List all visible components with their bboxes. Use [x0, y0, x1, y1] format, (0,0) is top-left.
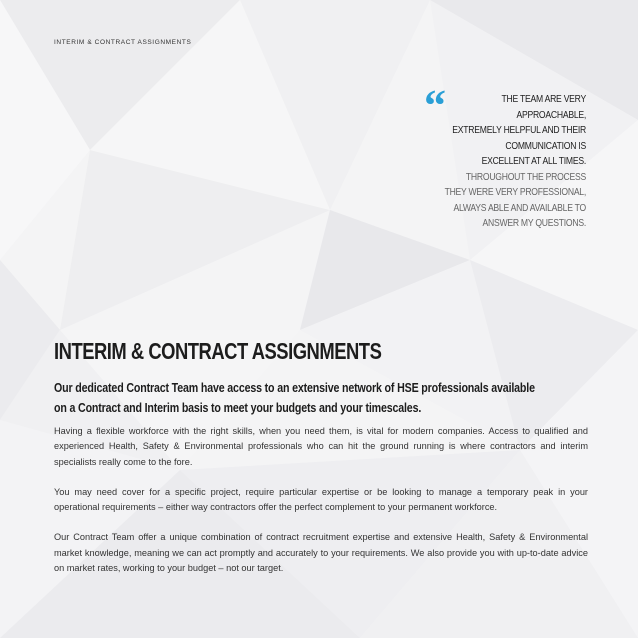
page-title: INTERIM & CONTRACT ASSIGNMENTS	[54, 338, 382, 364]
testimonial-quote	[386, 81, 586, 232]
main-content	[54, 336, 588, 576]
quote-mark-icon: “	[424, 81, 446, 130]
quote-line: THROUGHOUT THE PROCESS	[465, 170, 586, 183]
body-paragraph: Having a flexible workforce with the right skills, when you need them, is vital for modern companies. Access to qualified and experienced Health, Safety & Environmental professionals who can hit the ground running is where contractors and interim specialists really come to the fore.	[54, 426, 588, 467]
quote-line: EXCELLENT AT ALL TIMES.	[481, 155, 586, 167]
quote-line: COMMUNICATION IS	[505, 139, 586, 152]
body-paragraph: You may need cover for a specific project, require particular expertise or be looking to manage a temporary peak in your operational requirements – either way contractors offer the perfect complement to your permanent workforce.	[54, 486, 588, 513]
quote-line: ALWAYS ABLE AND AVAILABLE TO	[453, 201, 586, 214]
quote-strong-text	[386, 92, 586, 170]
quote-line: THE TEAM ARE VERY	[501, 93, 586, 105]
running-header: INTERIM & CONTRACT ASSIGNMENTS	[54, 39, 192, 46]
body-paragraph: Our Contract Team offer a unique combination of contract recruitment expertise and extensive Health, Safety & Environmental market knowledge, meaning we can act promptly and accurately to your requirements. We also provide you with up-to-date advice on market rates, working to your budget – not our target.	[54, 532, 588, 574]
lead-text	[54, 378, 589, 418]
quote-line: ANSWER MY QUESTIONS.	[482, 217, 586, 229]
lead-line: on a Contract and Interim basis to meet your budgets and your timescales.	[54, 400, 422, 415]
quote-line: APPROACHABLE,	[516, 108, 586, 121]
quote-line: THEY WERE VERY PROFESSIONAL,	[444, 186, 586, 198]
lead-line: Our dedicated Contract Team have access to an extensive network of HSE professionals available	[54, 380, 535, 395]
quote-line: EXTREMELY HELPFUL AND THEIR	[452, 124, 586, 136]
quote-light-text	[386, 170, 586, 232]
